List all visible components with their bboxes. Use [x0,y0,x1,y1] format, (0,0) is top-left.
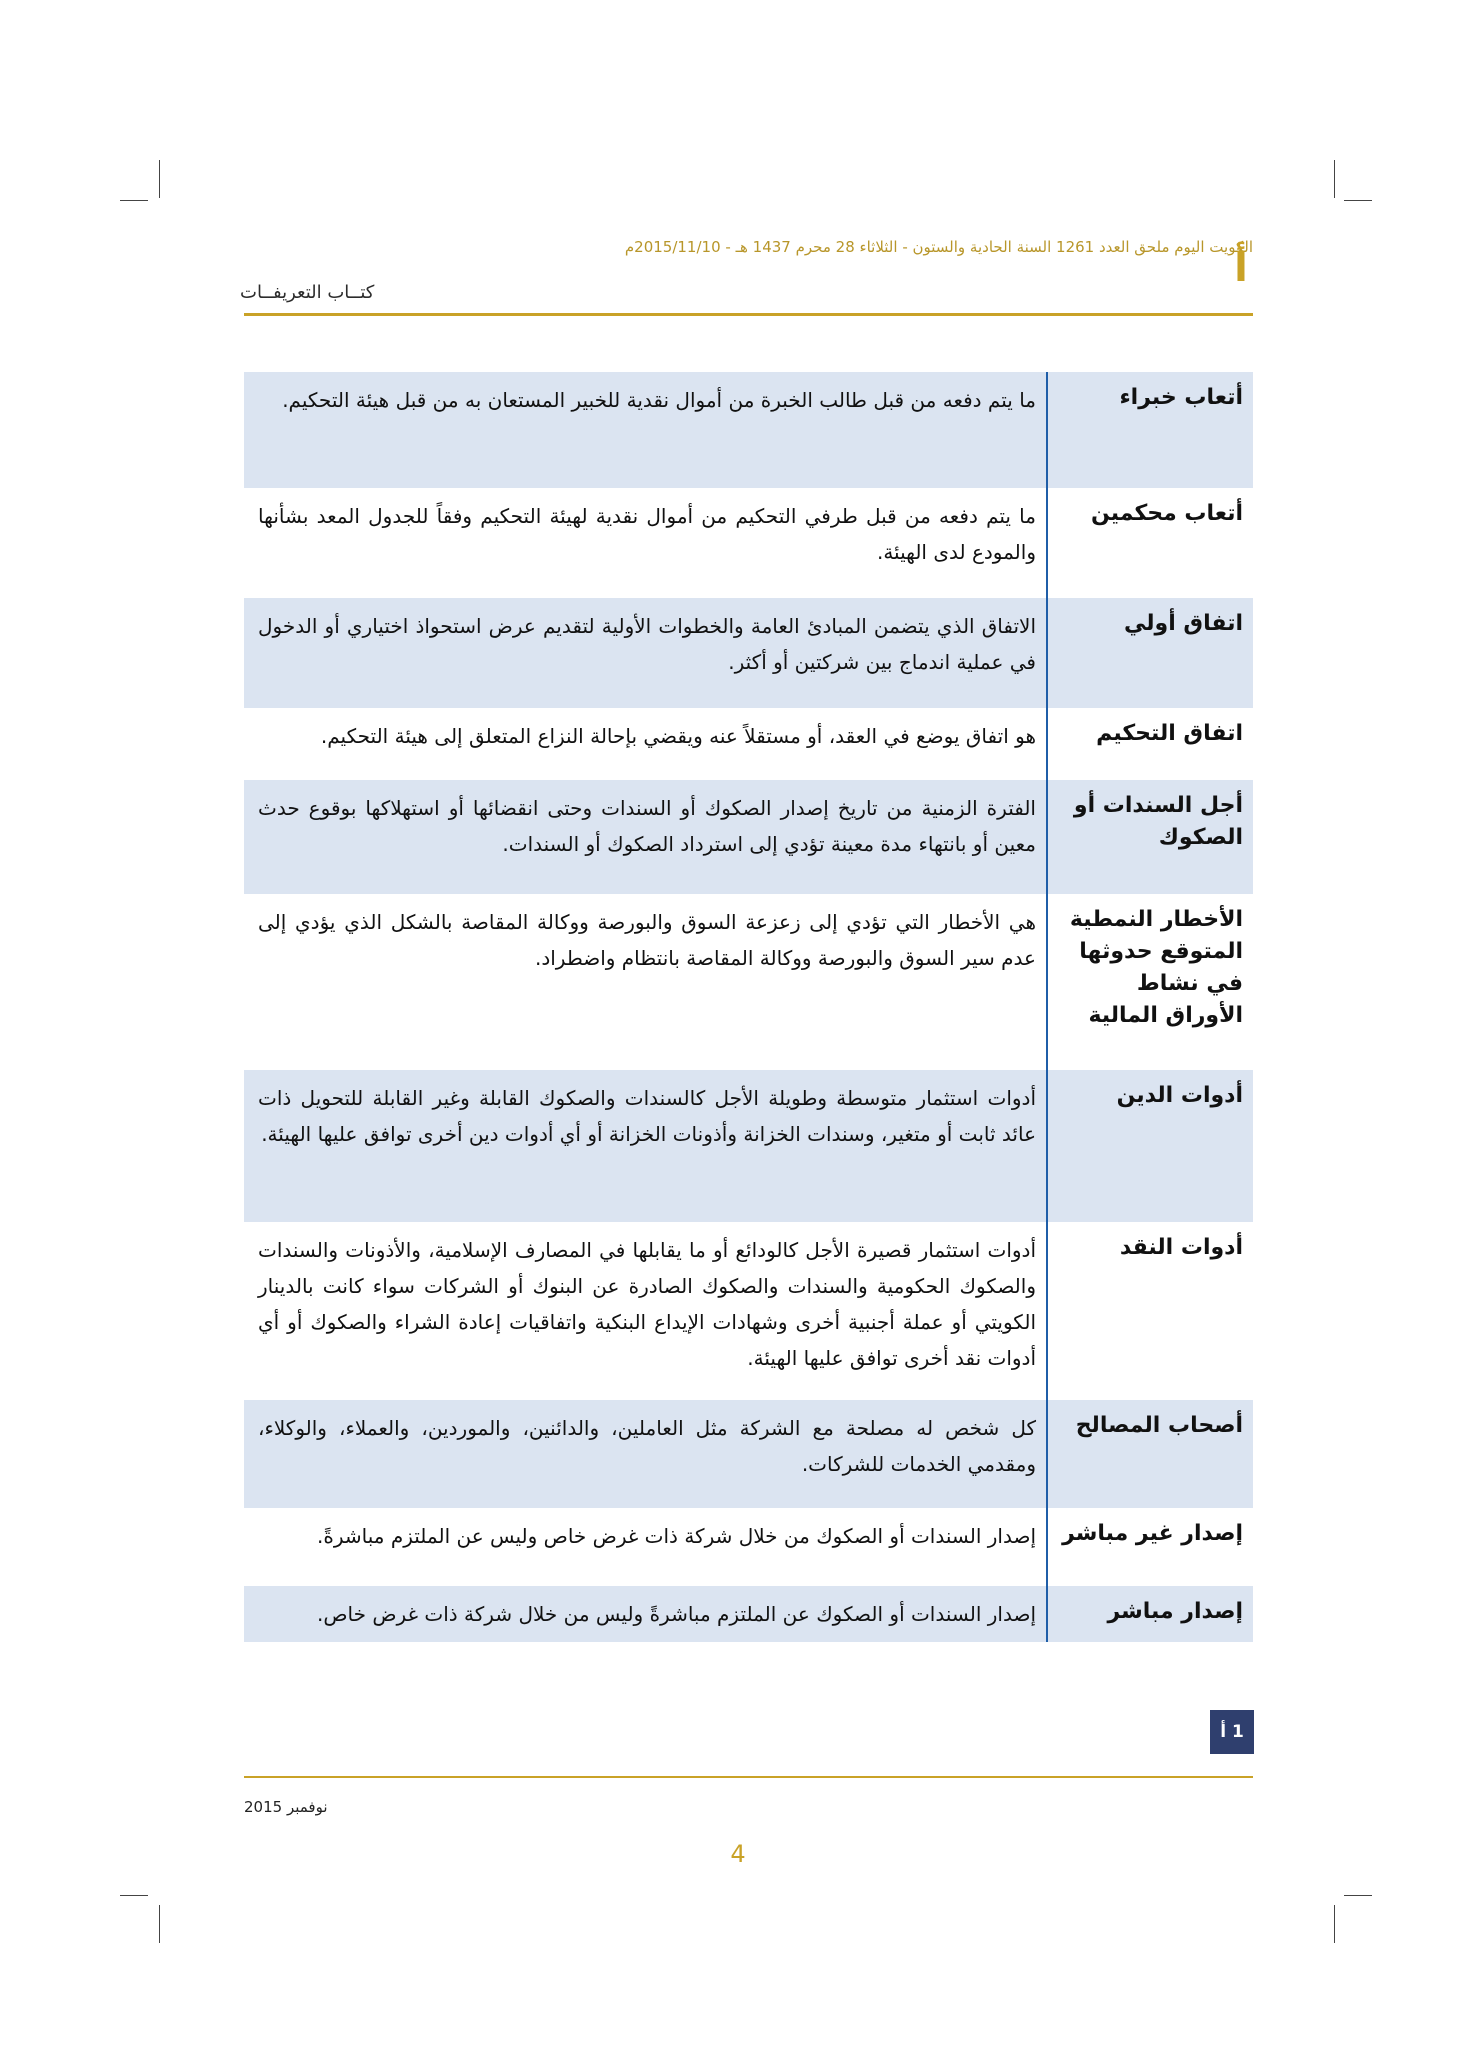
section-letter: أ [1234,245,1248,291]
definition-text: هي الأخطار التي تؤدي إلى زعزعة السوق والبورصة ووكالة المقاصة بالشكل الذي يؤدي إلى عدم سير السوق والبورصة ووكالة المقاصة بانتظام واضطراد. [258,910,1036,970]
definition-text: كل شخص له مصلحة مع الشركة مثل العاملين، والدائنين، والموردين، والعملاء، والوكلاء، ومقدمي الخدمات للشركات. [244,1400,1047,1508]
page-badge: 1 أ [1210,1710,1254,1754]
crop-mark [159,1905,160,1943]
definition-term: إصدار مباشر [1047,1586,1253,1642]
definition-term: إصدار غير مباشر [1047,1508,1253,1586]
definition-text: الفترة الزمنية من تاريخ إصدار الصكوك أو السندات وحتى انقضائها أو استهلاكها بوقوع حدث معين أو بانتهاء مدة معينة تؤدي إلى استرداد الصكوك أو السندات. [244,780,1047,894]
crop-mark [159,160,160,198]
definition-text: إصدار السندات أو الصكوك من خلال شركة ذات غرض خاص وليس عن الملتزم مباشرةً. [317,1524,1036,1548]
crop-mark [120,200,148,201]
footer-rule [244,1776,1253,1778]
definition-term: أصحاب المصالح [1047,1400,1253,1508]
definition-row [244,1070,1253,1222]
definition-text: هو اتفاق يوضع في العقد، أو مستقلاً عنه ويقضي بإحالة النزاع المتعلق إلى هيئة التحكيم. [320,724,1036,748]
crop-mark [1344,1895,1372,1896]
crop-mark [120,1895,148,1896]
definition-row [244,1508,1253,1586]
book-title: كتــاب التعريفــات [240,282,375,303]
definition-row [244,598,1253,708]
definition-row [244,1222,1253,1400]
crop-mark [1334,1905,1335,1943]
definition-term: اتفاق التحكيم [1047,708,1253,780]
definition-row [244,708,1253,780]
definition-row [244,1586,1253,1642]
definition-row [244,488,1253,598]
definition-term: أتعاب خبراء [1047,372,1253,488]
definition-term: اتفاق أولي [1047,598,1253,708]
header-rule [244,313,1253,316]
crop-mark [1334,160,1335,198]
definition-term: أدوات الدين [1047,1070,1253,1222]
definition-text: أدوات استثمار متوسطة وطويلة الأجل كالسندات والصكوك القابلة وغير القابلة للتحويل ذات عائد ثابت أو متغير، وسندات الخزانة وأذونات الخزانة أو أي أدوات دين أخرى توافق عليها الهيئة. [244,1070,1047,1222]
footer-date: نوفمبر 2015 [244,1798,328,1816]
definition-text: أدوات استثمار قصيرة الأجل كالودائع أو ما يقابلها في المصارف الإسلامية، والأذونات والسندات والصكوك الحكومية والسندات والصكوك الصادرة عن البنوك أو الشركات سواء كانت بالدينار الكويتي أو عملة أجنبية أخرى وشهادات الإيداع البنكية واتفاقيات إعادة الشراء والصكوك أو أي أدوات نقد أخرى توافق عليها الهيئة. [258,1238,1036,1370]
definitions-table [244,372,1253,1642]
definition-row [244,1400,1253,1508]
definition-text: إصدار السندات أو الصكوك عن الملتزم مباشرةً وليس من خلال شركة ذات غرض خاص. [244,1586,1047,1642]
publication-header: الكويت اليوم ملحق العدد 1261 السنة الحادية والستون - الثلاثاء 28 محرم 1437 هـ - 2015/11/10م [624,238,1253,256]
definition-row [244,780,1253,894]
definition-text: الاتفاق الذي يتضمن المبادئ العامة والخطوات الأولية لتقديم عرض استحواذ اختياري أو الدخول في عملية اندماج بين شركتين أو أكثر. [244,598,1047,708]
crop-mark [1344,200,1372,201]
definition-term: أتعاب محكمين [1047,488,1253,598]
definition-term: أجل السندات أو الصكوك [1047,780,1253,894]
definition-term: الأخطار النمطية المتوقع حدوثها في نشاط الأوراق المالية [1047,894,1253,1070]
definition-term: أدوات النقد [1047,1222,1253,1400]
definition-row [244,372,1253,488]
definition-text: ما يتم دفعه من قبل طرفي التحكيم من أموال نقدية لهيئة التحكيم وفقاً للجدول المعد بشأنها والمودع لدى الهيئة. [258,504,1036,564]
page-number: 4 [730,1840,746,1868]
definition-row [244,894,1253,1070]
definition-text: ما يتم دفعه من قبل طالب الخبرة من أموال نقدية للخبير المستعان به من قبل هيئة التحكيم. [244,372,1047,488]
